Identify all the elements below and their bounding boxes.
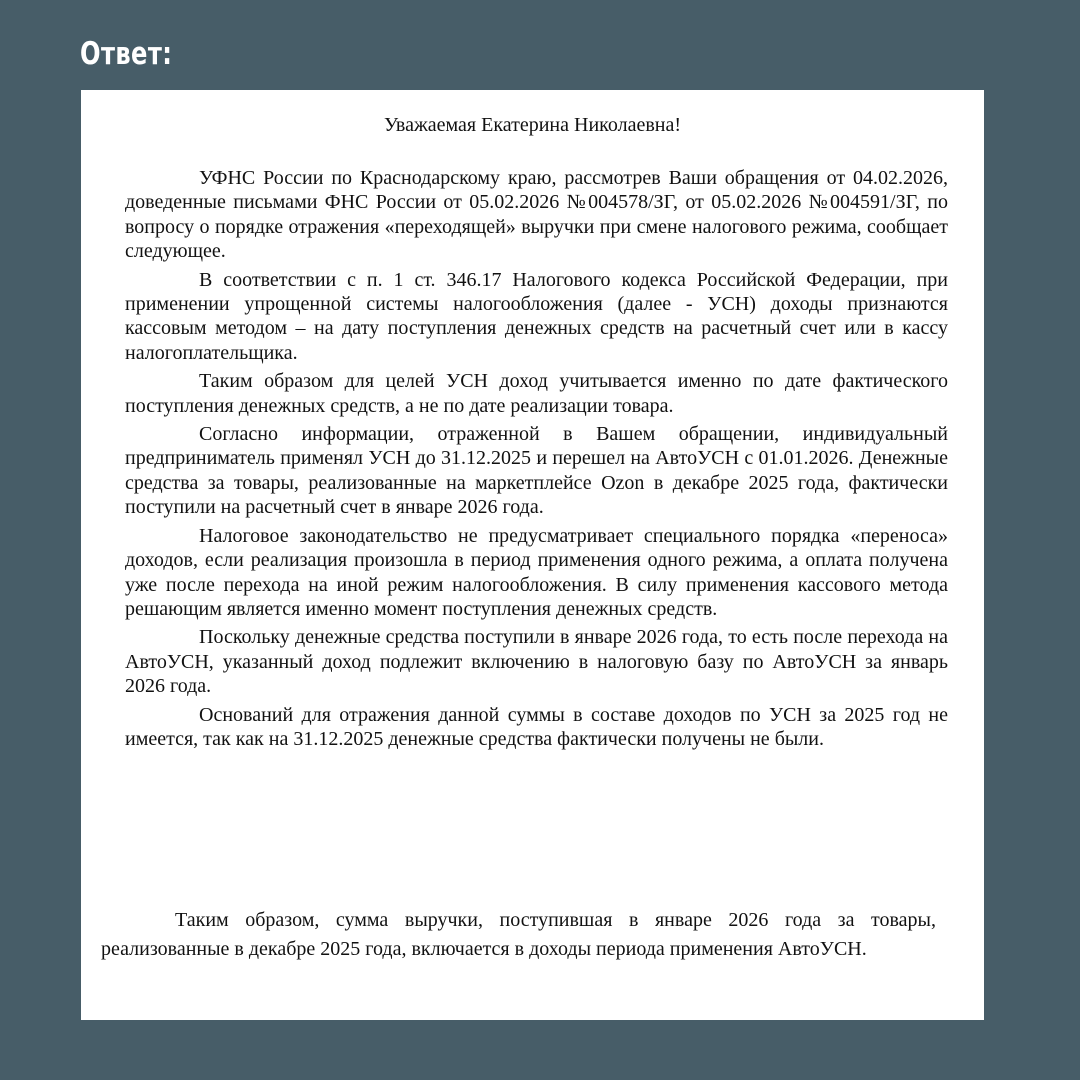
answer-heading: Ответ:	[80, 36, 173, 72]
paragraph: Оснований для отражения данной суммы в составе доходов по УСН за 2025 год не имеется, так как на 31.12.2025 денежные средства фактически получены не были.	[125, 703, 948, 750]
paragraph: В соответствии с п. 1 ст. 346.17 Налогового кодекса Российской Федерации, при применении упрощенной системы налогообложения (далее - УСН) доходы признаются кассовым методом – на дату поступления денежных средств на расчетный счет или в кассу налогоплательщика.	[125, 268, 948, 364]
letter-greeting: Уважаемая Екатерина Николаевна!	[383, 114, 682, 136]
letter-conclusion: Таким образом, сумма выручки, поступившая в январе 2026 года за товары, реализованные в декабре 2025 года, включается в доходы периода применения АвтоУСН.	[101, 909, 936, 960]
letter-body	[125, 166, 948, 755]
paragraph: Поскольку денежные средства поступили в январе 2026 года, то есть после перехода на АвтоУСН, указанный доход подлежит включению в налоговую базу по АвтоУСН за январь 2026 года.	[125, 626, 948, 698]
paragraph: УФНС России по Краснодарскому краю, рассмотрев Ваши обращения от 04.02.2026, доведенные письмами ФНС России от 05.02.2026 №004578/ЗГ, от 05.02.2026 №004591/ЗГ, по вопросу о порядке отражения «переходящей» выручки при смене налогового режима, сообщает следующее.	[125, 167, 948, 263]
paragraph: Таким образом для целей УСН доход учитывается именно по дате фактического поступления денежных средств, а не по дате реализации товара.	[125, 370, 948, 417]
paragraph: Согласно информации, отраженной в Вашем обращении, индивидуальный предприниматель применял УСН до 31.12.2025 и перешел на АвтоУСН с 01.01.2026. Денежные средства за товары, реализованные на маркетплейсе Ozon в декабре 2025 года, фактически поступили на расчетный счет в январе 2026 года.	[125, 423, 948, 519]
letter-sheet	[81, 90, 984, 1020]
paragraph: Налоговое законодательство не предусматривает специального порядка «переноса» доходов, если реализация произошла в период применения одного режима, а оплата получена уже после перехода на иной режим налогообложения. В силу применения кассового метода решающим является именно момент поступления денежных средств.	[125, 524, 948, 620]
